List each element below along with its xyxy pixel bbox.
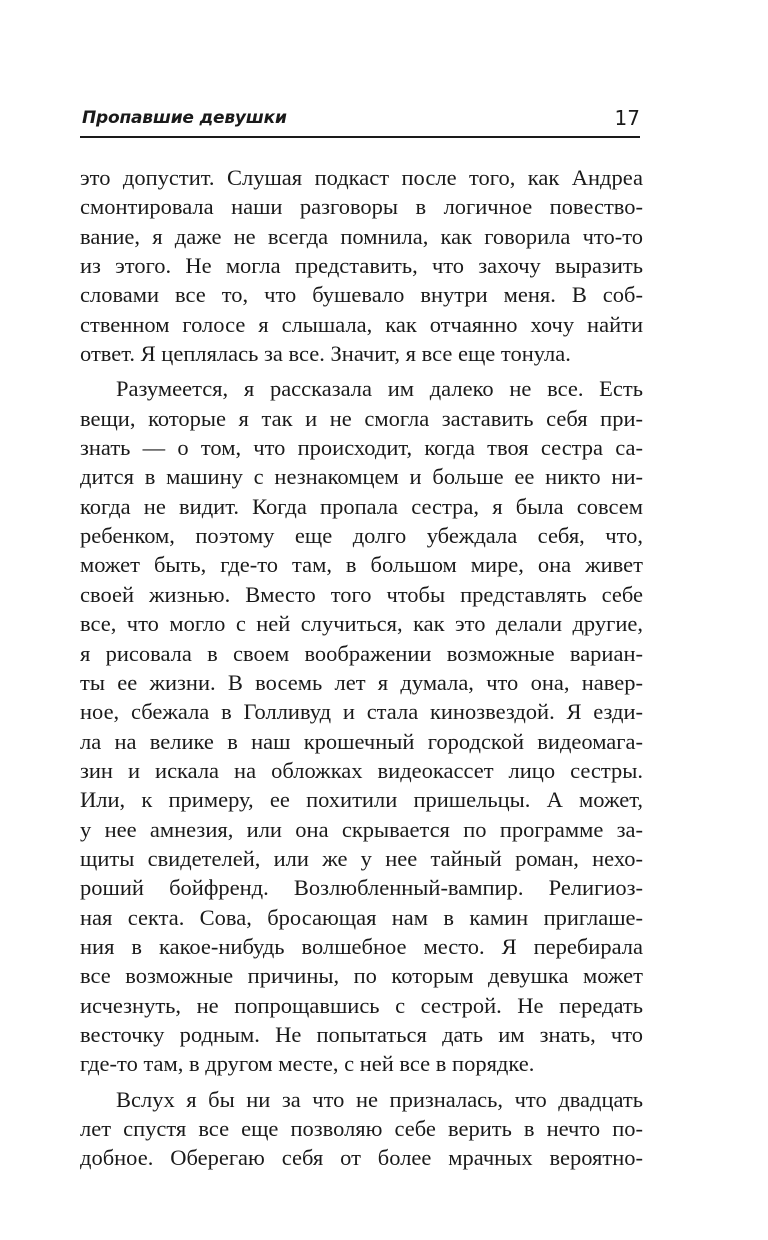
text-line: когда не видит. Когда пропала сестра, я была совсем xyxy=(80,493,643,519)
text-line: ственном голосе я слышала, как отчаянно хочу найти xyxy=(80,311,643,337)
text-line: ная секта. Сова, бросающая нам в камин приглаше- xyxy=(80,904,643,930)
text-line: Разумеется, я рассказала им далеко не все. Есть xyxy=(116,376,643,402)
text-line: смонтировала наши разговоры в логичное повество- xyxy=(80,194,643,220)
text-line: это допустит. Слушая подкаст после того, как Андреа xyxy=(80,165,643,190)
running-header xyxy=(80,104,640,138)
text-line: ния в какое-нибудь волшебное место. Я перебирала xyxy=(80,933,643,959)
text-line: роший бойфренд. Возлюбленный-вампир. Религиоз- xyxy=(80,875,643,901)
text-line: может быть, где-то там, в большом мире, она живет xyxy=(80,552,643,578)
text-line: щиты свидетелей, или же у нее тайный роман, нехо- xyxy=(80,845,643,871)
text-line: своей жизнью. Вместо того чтобы представлять себе xyxy=(80,581,643,607)
text-line: из этого. Не могла представить, что захочу выразить xyxy=(80,253,643,279)
text-line: ты ее жизни. В восемь лет я думала, что она, навер- xyxy=(80,669,643,695)
text-line: Вслух я бы ни за что не призналась, что двадцать xyxy=(116,1086,643,1112)
text-line: все возможные причины, по которым девушка может xyxy=(80,963,643,989)
text-line: словами все то, что бушевало внутри меня. В соб- xyxy=(80,282,643,308)
text-line: добное. Оберегаю себя от более мрачных вероятно- xyxy=(80,1145,643,1171)
text-line: вещи, которые я так и не смогла заставить себя при- xyxy=(80,405,643,431)
text-line: я рисовала в своем воображении возможные вариан- xyxy=(80,640,643,666)
paragraph xyxy=(80,374,643,1078)
text-line: зин и искала на обложках видеокассет лицо сестры. xyxy=(80,757,643,783)
text-line: ла на велике в наш крошечный городской видеомага- xyxy=(80,728,643,754)
text-line: лет спустя все еще позволяю себе верить в нечто по- xyxy=(80,1116,643,1141)
text-line: все, что могло с ней случиться, как это делали другие, xyxy=(80,611,643,637)
text-line: дится в машину с незнакомцем и больше ее никто ни- xyxy=(80,464,643,490)
text-line: где-то там, в другом месте, с ней все в порядке. xyxy=(80,1051,535,1077)
text-line: Или, к примеру, ее похитили пришельцы. А может, xyxy=(80,787,643,813)
text-line: вание, я даже не всегда помнила, как говорила что-то xyxy=(80,223,643,249)
book-title: Пропавшие девушки xyxy=(82,108,287,128)
text-line: ное, сбежала в Голливуд и стала кинозвездой. Я езди- xyxy=(80,699,643,725)
text-line: ответ. Я цеплялась за все. Значит, я все еще тонула. xyxy=(80,341,571,367)
body-text xyxy=(80,163,643,1179)
paragraph xyxy=(80,163,643,368)
text-line: весточку родным. Не попытаться дать им знать, что xyxy=(80,1021,643,1047)
text-line: ребенком, поэтому еще долго убеждала себя, что, xyxy=(80,523,643,549)
text-line: знать — о том, что происходит, когда твоя сестра са- xyxy=(80,435,643,461)
text-line: у нее амнезия, или она скрывается по программе за- xyxy=(80,816,643,842)
paragraph xyxy=(80,1085,643,1173)
page-number: 17 xyxy=(614,106,640,130)
text-line: исчезнуть, не попрощавшись с сестрой. Не передать xyxy=(80,992,643,1018)
